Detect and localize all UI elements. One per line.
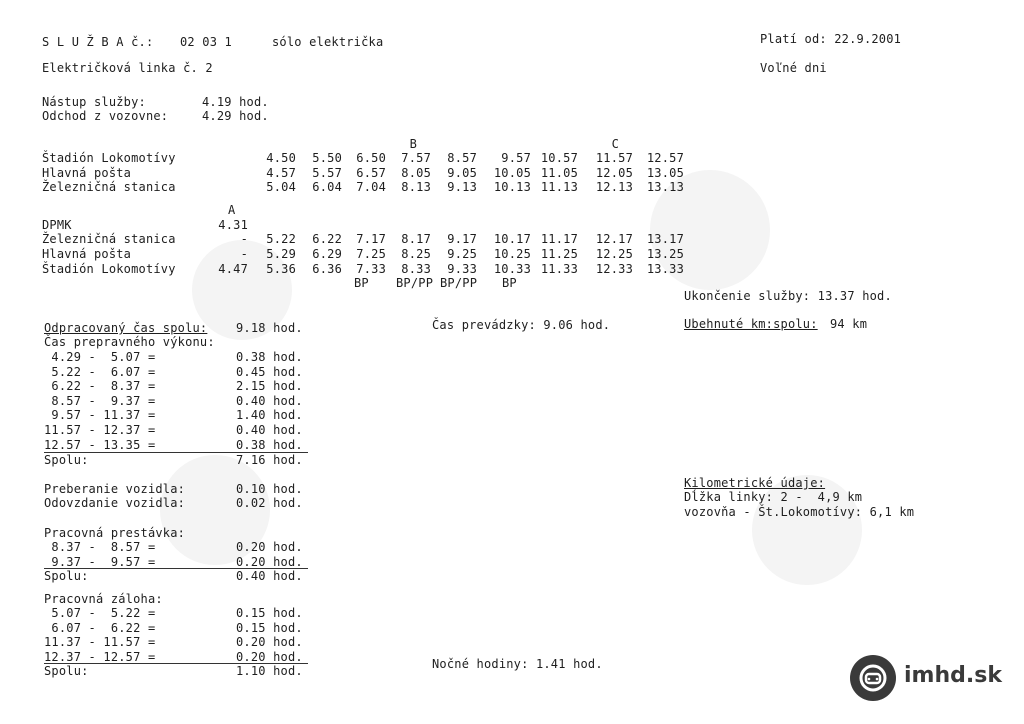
vozovna-distance: vozovňa - Št.Lokomotívy: 6,1 km (684, 505, 915, 519)
stop-name: Hlavná pošta (42, 166, 132, 180)
time-range: 8.37 - 8.57 = (44, 540, 156, 554)
time-cell: - (240, 247, 248, 261)
note-mark: BP/PP (396, 276, 434, 290)
stop-name: Železničná stanica (42, 232, 176, 246)
time-cell: 7.17 (356, 232, 386, 246)
time-cell: 12.25 (595, 247, 633, 261)
sluzba-type: sólo električka (272, 35, 384, 49)
stop-name: Štadión Lokomotívy (42, 262, 176, 276)
imhd-logo-icon (850, 655, 896, 701)
time-cell: 8.25 (401, 247, 431, 261)
time-cell: 11.17 (540, 232, 578, 246)
prepravny-label: Čas prepravného výkonu: (44, 335, 215, 349)
time-cell: 10.25 (493, 247, 531, 261)
time-cell: 6.22 (312, 232, 342, 246)
kilometre-label: Kilometrické údaje: (684, 476, 826, 490)
platnost: Platí od: 22.9.2001 (760, 32, 902, 46)
linka-title: Električková linka č. 2 (42, 61, 213, 75)
note-mark: B (409, 137, 417, 151)
odpracovany-value: 9.18 hod. (236, 321, 303, 335)
odchod-value: 4.29 hod. (202, 109, 269, 123)
time-cell: 7.04 (356, 180, 386, 194)
note-mark: A (228, 203, 236, 217)
time-cell: 5.36 (266, 262, 296, 276)
prepravny-spolu-value: 7.16 hod. (236, 453, 303, 467)
note-mark: BP/PP (440, 276, 478, 290)
zaloha-spolu-label: Spolu: (44, 664, 89, 678)
cas-prevadzky: Čas prevádzky: 9.06 hod. (432, 318, 611, 332)
prestavka-spolu-value: 0.40 hod. (236, 569, 303, 583)
nastup-label: Nástup služby: (42, 95, 146, 109)
time-cell: 12.13 (595, 180, 633, 194)
odpracovany-label: Odpracovaný čas spolu: (44, 321, 208, 335)
stop-name: DPMK (42, 218, 72, 232)
sluzba-number: 02 03 1 (180, 35, 232, 49)
time-cell: - (240, 232, 248, 246)
time-range: 12.57 - 13.35 = (44, 437, 156, 452)
odchod-label: Odchod z vozovne: (42, 109, 169, 123)
time-range: 6.22 - 8.37 = (44, 379, 156, 394)
time-cell: 13.17 (646, 232, 684, 246)
preberanie-label: Preberanie vozidla: (44, 482, 186, 496)
time-cell: 7.25 (356, 247, 386, 261)
time-cell: 5.22 (266, 232, 296, 246)
prestavka-spolu-label: Spolu: (44, 569, 89, 583)
range-value: 0.20 hod. (236, 649, 303, 664)
stop-name: Štadión Lokomotívy (42, 151, 176, 165)
stop-name: Železničná stanica (42, 180, 176, 194)
time-cell: 10.33 (493, 262, 531, 276)
time-cell: 8.33 (401, 262, 431, 276)
time-cell: 11.05 (540, 166, 578, 180)
time-cell: 12.33 (595, 262, 633, 276)
time-cell: 12.17 (595, 232, 633, 246)
odovzdanie-value: 0.02 hod. (236, 496, 303, 510)
time-range: 6.07 - 6.22 = (44, 620, 156, 635)
zaloha-label: Pracovná záloha: (44, 592, 163, 606)
time-range: 9.37 - 9.57 = (44, 554, 156, 569)
time-range: 5.22 - 6.07 = (44, 364, 156, 379)
time-cell: 4.31 (218, 218, 248, 232)
time-cell: 4.47 (218, 262, 248, 276)
time-cell: 6.29 (312, 247, 342, 261)
time-cell: 7.33 (356, 262, 386, 276)
time-range: 8.57 - 9.37 = (44, 393, 156, 408)
time-range: 11.57 - 12.37 = (44, 423, 156, 437)
day-type: Voľné dni (760, 61, 827, 75)
time-cell: 12.05 (595, 166, 633, 180)
range-value: 0.38 hod. (236, 437, 303, 452)
time-cell: 8.57 (447, 151, 477, 165)
prepravny-spolu-label: Spolu: (44, 453, 89, 467)
time-cell: 12.57 (646, 151, 684, 165)
note-mark: BP (502, 276, 517, 290)
zaloha-spolu-value: 1.10 hod. (236, 664, 303, 678)
time-cell: 13.25 (646, 247, 684, 261)
time-cell: 8.13 (401, 180, 431, 194)
time-cell: 6.57 (356, 166, 386, 180)
range-value: 0.20 hod. (236, 540, 303, 554)
time-cell: 11.57 (595, 151, 633, 165)
note-mark: BP (354, 276, 369, 290)
time-cell: 9.25 (447, 247, 477, 261)
time-range: 4.29 - 5.07 = (44, 350, 156, 364)
time-range: 11.37 - 11.57 = (44, 635, 156, 649)
time-cell: 11.33 (540, 262, 578, 276)
time-cell: 5.57 (312, 166, 342, 180)
imhd-brand: imhd.sk (904, 663, 1002, 688)
range-value: 2.15 hod. (236, 379, 303, 394)
ubehnute-label: Ubehnuté km:spolu: (684, 317, 818, 331)
time-cell: 13.33 (646, 262, 684, 276)
imhd-logo[interactable] (850, 655, 1020, 701)
range-value: 1.40 hod. (236, 408, 303, 423)
time-cell: 9.13 (447, 180, 477, 194)
time-cell: 9.33 (447, 262, 477, 276)
time-cell: 9.57 (501, 151, 531, 165)
time-cell: 5.04 (266, 180, 296, 194)
range-value: 0.20 hod. (236, 635, 303, 649)
nastup-value: 4.19 hod. (202, 95, 269, 109)
time-cell: 5.50 (312, 151, 342, 165)
prestavka-label: Pracovná prestávka: (44, 526, 186, 540)
time-cell: 13.05 (646, 166, 684, 180)
sluzba-label: S L U Ž B A č.: (42, 35, 154, 49)
time-range: 12.37 - 12.57 = (44, 649, 156, 664)
range-value: 0.20 hod. (236, 554, 303, 569)
time-cell: 6.04 (312, 180, 342, 194)
stop-name: Hlavná pošta (42, 247, 132, 261)
ukoncenie-sluzby: Ukončenie služby: 13.37 hod. (684, 289, 892, 303)
time-cell: 6.50 (356, 151, 386, 165)
range-value: 0.40 hod. (236, 393, 303, 408)
odovzdanie-label: Odovzdanie vozidla: (44, 496, 186, 510)
nocne-hodiny: Nočné hodiny: 1.41 hod. (432, 657, 603, 671)
ubehnute-value: 94 km (830, 317, 868, 331)
range-value: 0.15 hod. (236, 606, 303, 620)
time-cell: 9.17 (447, 232, 477, 246)
time-cell: 10.05 (493, 166, 531, 180)
time-cell: 11.25 (540, 247, 578, 261)
time-cell: 9.05 (447, 166, 477, 180)
time-range: 5.07 - 5.22 = (44, 606, 156, 620)
range-value: 0.38 hod. (236, 350, 303, 364)
range-value: 0.15 hod. (236, 620, 303, 635)
time-cell: 8.05 (401, 166, 431, 180)
time-cell: 10.57 (540, 151, 578, 165)
time-cell: 11.13 (540, 180, 578, 194)
time-cell: 7.57 (401, 151, 431, 165)
time-cell: 10.13 (493, 180, 531, 194)
time-range: 9.57 - 11.37 = (44, 408, 156, 423)
preberanie-value: 0.10 hod. (236, 482, 303, 496)
time-cell: 8.17 (401, 232, 431, 246)
note-mark: C (611, 137, 619, 151)
time-cell: 10.17 (493, 232, 531, 246)
time-cell: 4.50 (266, 151, 296, 165)
range-value: 0.40 hod. (236, 423, 303, 437)
time-cell: 5.29 (266, 247, 296, 261)
time-cell: 6.36 (312, 262, 342, 276)
time-cell: 4.57 (266, 166, 296, 180)
time-cell: 13.13 (646, 180, 684, 194)
dlzka-linky: Dĺžka linky: 2 - 4,9 km (684, 490, 863, 504)
range-value: 0.45 hod. (236, 364, 303, 379)
